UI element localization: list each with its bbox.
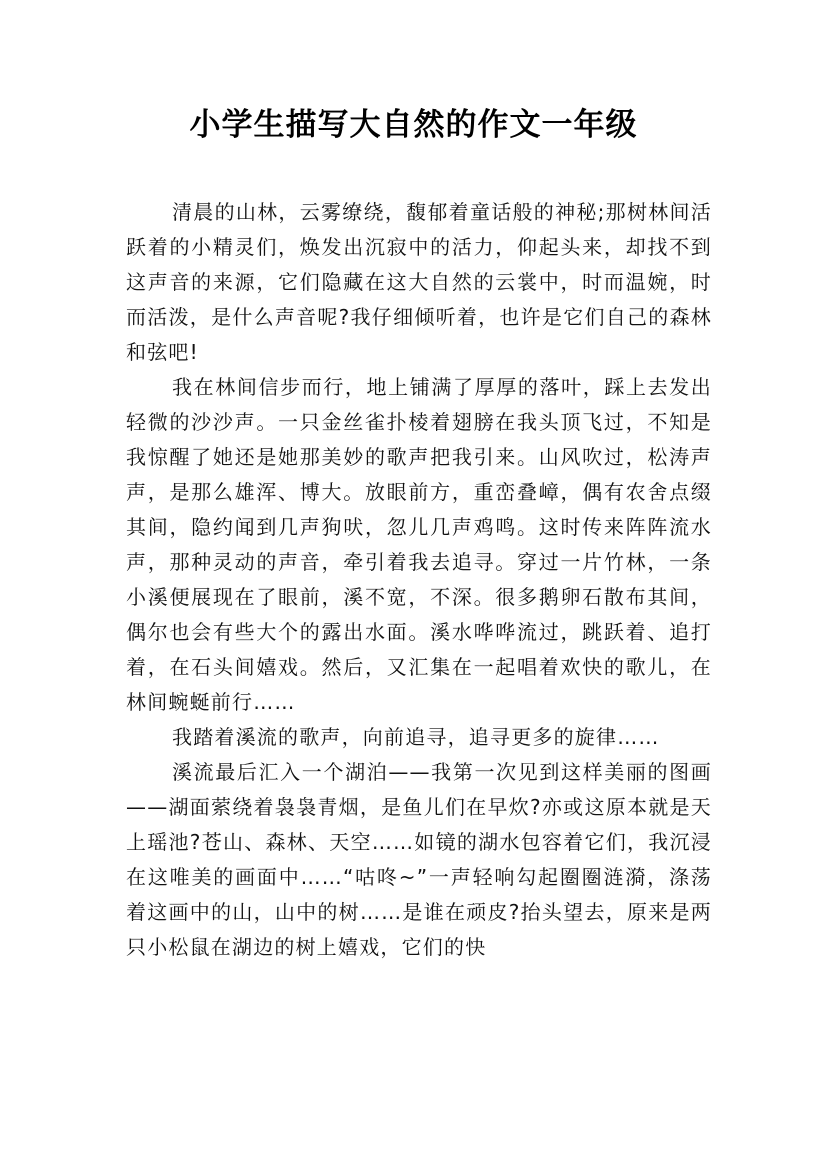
paragraph: 清晨的山林，云雾缭绕，馥郁着童话般的神秘;那树林间活跃着的小精灵们，焕发出沉寂中的活力，仰起头来，却找不到这声音的来源，它们隐藏在这大自然的云裳中，时而温婉，时而活泼，是什么声音呢?我仔细倾听着，也许是它们自己的森林和弦吧! (126, 200, 712, 364)
paragraph: 溪流最后汇入一个湖泊——我第一次见到这样美丽的图画——湖面萦绕着袅袅青烟，是鱼儿们在早炊?亦或这原本就是天上瑶池?苍山、森林、天空……如镜的湖水包容着它们，我沉浸在这唯美的画面中……“咕咚~”一声轻响勾起圈圈涟漪，涤荡着这画中的山，山中的树……是谁在顽皮?抬头望去，原来是两只小松鼠在湖边的树上嬉戏，它们的快 (126, 760, 712, 959)
document-title: 小学生描写大自然的作文一年级 (189, 107, 638, 143)
paragraph: 我踏着溪流的歌声，向前追寻，追寻更多的旋律…… (172, 725, 660, 749)
paragraph: 我在林间信步而行，地上铺满了厚厚的落叶，踩上去发出轻微的沙沙声。一只金丝雀扑棱着翅膀在我头顶飞过，不知是我惊醒了她还是她那美妙的歌声把我引来。山风吹过，松涛声声，是那么雄浑、博大。放眼前方，重峦叠嶂，偶有农舍点缀其间，隐约闻到几声狗吠，忽儿几声鸡鸣。这时传来阵阵流水声，那种灵动的声音，牵引着我去追寻。穿过一片竹林，一条小溪便展现在了眼前，溪不宽，不深。很多鹅卵石散布其间，偶尔也会有些大个的露出水面。溪水哗哗流过，跳跃着、追打着，在石头间嬉戏。然后，又汇集在一起唱着欢快的歌儿，在林间蜿蜒前行…… (126, 375, 712, 714)
document-body (126, 195, 712, 965)
